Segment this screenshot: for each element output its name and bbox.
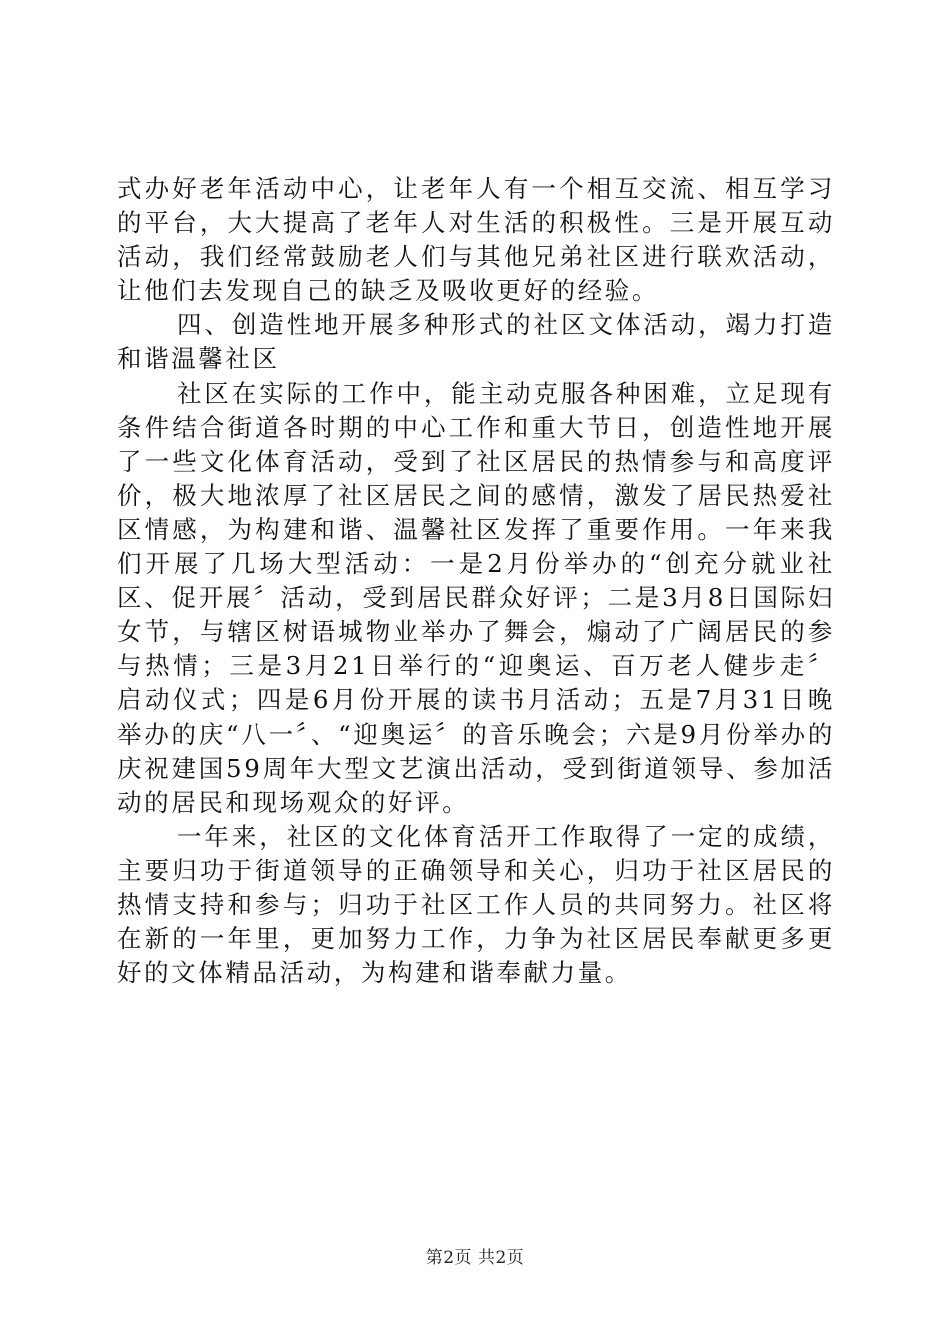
paragraph-continuation: 式办好老年活动中心，让老年人有一个相互交流、相互学习的平台，大大提高了老年人对生活的积极性。三是开展互动活动，我们经常鼓励老人们与其他兄弟社区进行联欢活动，让他们去发现自己的缺乏及吸收更好的经验。: [117, 174, 835, 306]
paragraph-activities: 社区在实际的工作中，能主动克服各种困难，立足现有条件结合街道各时期的中心工作和重大节日，创造性地开展了一些文化体育活动，受到了社区居民的热情参与和高度评价，极大地浓厚了社区居民之间的感情，激发了居民热爱社区情感，为构建和谐、温馨社区发挥了重要作用。一年来我们开展了几场大型活动：一是2月份举办的“创充分就业社区、促开展〞活动，受到居民群众好评；二是3月8日国际妇女节，与辖区树语城物业举办了舞会，煽动了广阔居民的参与热情；三是3月21日举行的“迎奥运、百万老人健步走〞启动仪式；四是6月份开展的读书月活动；五是7月31日晚举办的庆“八一〞、“迎奥运〞的音乐晚会；六是9月份举办的庆祝建国59周年大型文艺演出活动，受到街道领导、参加活动的居民和现场观众的好评。: [117, 378, 835, 817]
page-number-footer: 第2页 共2页: [425, 1248, 525, 1268]
section-heading: 四、创造性地开展多种形式的社区文体活动，竭力打造和谐温馨社区: [117, 310, 835, 374]
paragraph-summary: 一年来，社区的文化体育活开工作取得了一定的成绩，主要归功于街道领导的正确领导和关心，归功于社区居民的热情支持和参与；归功于社区工作人员的共同努力。社区将在新的一年里，更加努力工作，力争为社区居民奉献更多更好的文体精品活动，为构建和谐奉献力量。: [117, 821, 835, 988]
document-body: [117, 172, 835, 990]
